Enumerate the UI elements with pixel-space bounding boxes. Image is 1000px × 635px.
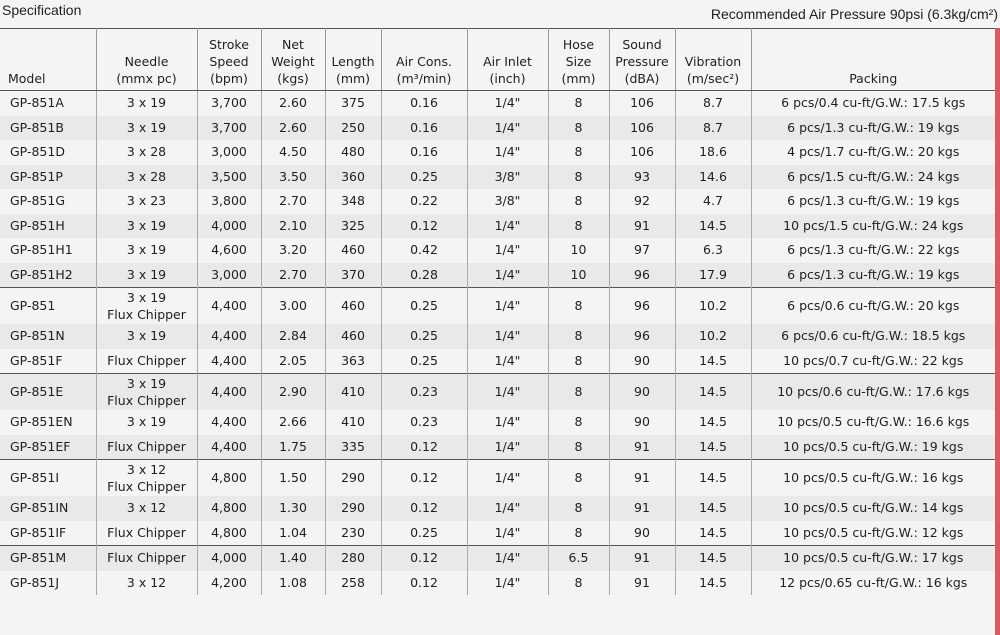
cell-air-cons: 0.16 [381, 140, 467, 165]
cell-model: GP-851 [0, 288, 96, 325]
page-title: Specification [2, 2, 82, 18]
cell-hose-size: 8 [548, 165, 609, 190]
cell-length: 335 [325, 435, 381, 460]
cell-air-cons: 0.12 [381, 571, 467, 596]
cell-length: 410 [325, 410, 381, 435]
cell-model: GP-851B [0, 116, 96, 141]
cell-length: 348 [325, 189, 381, 214]
cell-needle [96, 460, 197, 497]
cell-sound-pressure: 90 [609, 521, 675, 546]
cell-needle: 3 x 19 [96, 238, 197, 263]
cell-model: GP-851D [0, 140, 96, 165]
cell-length: 480 [325, 140, 381, 165]
cell-sound-pressure: 97 [609, 238, 675, 263]
table-row [0, 116, 995, 141]
cell-sound-pressure: 90 [609, 410, 675, 435]
cell-air-cons: 0.25 [381, 288, 467, 325]
cell-model: GP-851I [0, 460, 96, 497]
cell-vibration: 14.5 [675, 214, 751, 239]
cell-length: 460 [325, 324, 381, 349]
cell-net-weight: 2.70 [261, 263, 325, 288]
cell-packing: 4 pcs/1.7 cu-ft/G.W.: 20 kgs [787, 144, 960, 160]
cell-model: GP-851H [0, 214, 96, 239]
cell-net-weight: 2.60 [261, 116, 325, 141]
cell-air-cons: 0.16 [381, 116, 467, 141]
cell-packing: 10 pcs/0.5 cu-ft/G.W.: 12 kgs [783, 524, 964, 540]
cell-needle: Flux Chipper [96, 546, 197, 571]
table-row [0, 460, 995, 497]
cell-needle: 3 x 19 [96, 263, 197, 288]
cell-length: 375 [325, 91, 381, 116]
cell-air-inlet: 1/4" [467, 140, 548, 165]
cell-air-inlet: 3/8" [467, 189, 548, 214]
cell-air-cons: 0.16 [381, 91, 467, 116]
table-row [0, 91, 995, 116]
cell-air-cons: 0.42 [381, 238, 467, 263]
cell-stroke-speed: 4,400 [197, 288, 261, 325]
cell-net-weight: 2.66 [261, 410, 325, 435]
header-stroke-speed: Stroke Speed (bpm) [197, 29, 261, 91]
cell-vibration: 10.2 [675, 288, 751, 325]
header-sound-pressure: Sound Pressure (dBA) [609, 29, 675, 91]
cell-sound-pressure: 92 [609, 189, 675, 214]
cell-hose-size: 8 [548, 140, 609, 165]
cell-net-weight: 2.60 [261, 91, 325, 116]
cell-needle [96, 288, 197, 325]
cell-air-cons: 0.12 [381, 214, 467, 239]
page-edge-bar [995, 28, 1000, 635]
cell-model: GP-851IN [0, 496, 96, 521]
cell-needle: 3 x 23 [96, 189, 197, 214]
cell-sound-pressure: 90 [609, 349, 675, 374]
cell-air-inlet: 1/4" [467, 288, 548, 325]
cell-net-weight: 2.10 [261, 214, 325, 239]
cell-air-inlet: 1/4" [467, 496, 548, 521]
cell-air-inlet: 1/4" [467, 324, 548, 349]
cell-hose-size: 8 [548, 288, 609, 325]
cell-net-weight: 3.20 [261, 238, 325, 263]
cell-stroke-speed: 4,200 [197, 571, 261, 596]
cell-vibration: 14.5 [675, 349, 751, 374]
cell-model: GP-851G [0, 189, 96, 214]
cell-hose-size: 8 [548, 349, 609, 374]
cell-vibration: 14.5 [675, 435, 751, 460]
cell-air-cons: 0.12 [381, 546, 467, 571]
cell-packing: 10 pcs/0.5 cu-ft/G.W.: 19 kgs [751, 435, 995, 460]
header-hose-size: Hose Size (mm) [548, 29, 609, 91]
cell-net-weight: 3.50 [261, 165, 325, 190]
cell-net-weight: 2.84 [261, 324, 325, 349]
cell-hose-size: 10 [548, 238, 609, 263]
cell-stroke-speed: 3,500 [197, 165, 261, 190]
cell-vibration: 14.5 [675, 521, 751, 546]
cell-length: 460 [325, 238, 381, 263]
cell-needle: 3 x 12 [96, 496, 197, 521]
cell-stroke-speed: 4,000 [197, 214, 261, 239]
cell-air-cons: 0.22 [381, 189, 467, 214]
header-packing: Packing [751, 29, 995, 91]
cell-net-weight: 1.04 [261, 521, 325, 546]
cell-vibration: 14.5 [675, 496, 751, 521]
cell-needle: Flux Chipper [96, 349, 197, 374]
cell-sound-pressure: 91 [609, 571, 675, 596]
cell-hose-size: 8 [548, 374, 609, 411]
cell-net-weight: 1.40 [261, 546, 325, 571]
table-row [0, 324, 995, 349]
cell-sound-pressure: 91 [609, 546, 675, 571]
cell-model: GP-851H1 [0, 238, 96, 263]
cell-model: GP-851H2 [0, 263, 96, 288]
table-row [0, 349, 995, 374]
cell-air-inlet: 1/4" [467, 349, 548, 374]
header-air-inlet: Air Inlet (inch) [467, 29, 548, 91]
cell-stroke-speed: 4,800 [197, 496, 261, 521]
cell-needle: 3 x 19 [96, 214, 197, 239]
table-row [0, 288, 995, 325]
cell-vibration: 14.5 [675, 410, 751, 435]
table-row [0, 214, 995, 239]
cell-sound-pressure: 106 [609, 116, 675, 141]
cell-model: GP-851N [0, 324, 96, 349]
cell-net-weight: 3.00 [261, 288, 325, 325]
cell-vibration: 4.7 [675, 189, 751, 214]
cell-model: GP-851A [0, 91, 96, 116]
cell-air-cons: 0.12 [381, 460, 467, 497]
cell-hose-size: 8 [548, 91, 609, 116]
cell-air-cons: 0.25 [381, 349, 467, 374]
table-row [0, 435, 995, 460]
cell-air-inlet: 1/4" [467, 238, 548, 263]
specification-table [0, 28, 995, 595]
cell-air-cons: 0.12 [381, 496, 467, 521]
cell-hose-size: 6.5 [548, 546, 609, 571]
needle-line: 3 x 19 [126, 376, 167, 391]
cell-sound-pressure: 106 [609, 140, 675, 165]
cell-hose-size: 8 [548, 521, 609, 546]
cell-model: GP-851J [0, 571, 96, 596]
cell-hose-size: 10 [548, 263, 609, 288]
cell-air-inlet: 1/4" [467, 116, 548, 141]
cell-packing: 6 pcs/1.3 cu-ft/G.W.: 19 kgs [751, 116, 995, 141]
cell-air-cons: 0.23 [381, 374, 467, 411]
cell-hose-size: 8 [548, 189, 609, 214]
table-row [0, 571, 995, 596]
cell-stroke-speed: 3,700 [197, 91, 261, 116]
cell-packing: 6 pcs/0.6 cu-ft/G.W.: 18.5 kgs [751, 324, 995, 349]
cell-stroke-speed: 4,800 [197, 521, 261, 546]
cell-air-inlet: 1/4" [467, 410, 548, 435]
cell-net-weight: 1.75 [261, 435, 325, 460]
needle-line: Flux Chipper [107, 307, 186, 322]
header-needle: Needle (mmx pc) [96, 29, 197, 91]
cell-net-weight: 2.05 [261, 349, 325, 374]
cell-net-weight: 1.08 [261, 571, 325, 596]
cell-model: GP-851EF [0, 435, 96, 460]
cell-air-inlet: 3/8" [467, 165, 548, 190]
cell-sound-pressure: 96 [609, 324, 675, 349]
cell-length: 290 [325, 496, 381, 521]
cell-vibration: 18.6 [675, 140, 751, 165]
cell-packing: 6 pcs/1.3 cu-ft/G.W.: 19 kgs [787, 193, 960, 209]
cell-sound-pressure: 91 [609, 435, 675, 460]
cell-length: 290 [325, 460, 381, 497]
header-row [0, 29, 995, 91]
cell-stroke-speed: 4,400 [197, 324, 261, 349]
cell-model: GP-851EN [0, 410, 96, 435]
cell-stroke-speed: 4,400 [197, 349, 261, 374]
table-row [0, 546, 995, 571]
table-row [0, 165, 995, 190]
cell-air-cons: 0.25 [381, 324, 467, 349]
cell-needle: 3 x 12 [96, 571, 197, 596]
cell-net-weight: 2.90 [261, 374, 325, 411]
cell-stroke-speed: 3,800 [197, 189, 261, 214]
cell-vibration: 14.5 [675, 546, 751, 571]
cell-needle: Flux Chipper [96, 521, 197, 546]
cell-sound-pressure: 106 [609, 91, 675, 116]
cell-packing: 10 pcs/0.6 cu-ft/G.W.: 17.6 kgs [751, 374, 995, 411]
cell-needle: 3 x 19 [96, 410, 197, 435]
cell-air-inlet: 1/4" [467, 91, 548, 116]
cell-sound-pressure: 91 [609, 496, 675, 521]
cell-packing: 6 pcs/0.4 cu-ft/G.W.: 17.5 kgs [781, 95, 966, 111]
table-row [0, 496, 995, 521]
cell-packing: 10 pcs/0.7 cu-ft/G.W.: 22 kgs [783, 352, 964, 368]
needle-line: 3 x 12 [126, 462, 167, 477]
cell-length: 230 [325, 521, 381, 546]
cell-stroke-speed: 4,600 [197, 238, 261, 263]
cell-hose-size: 8 [548, 324, 609, 349]
cell-needle: 3 x 19 [96, 116, 197, 141]
cell-stroke-speed: 3,700 [197, 116, 261, 141]
cell-model: GP-851E [0, 374, 96, 411]
cell-packing: 6 pcs/1.5 cu-ft/G.W.: 24 kgs [751, 165, 995, 190]
cell-air-cons: 0.12 [381, 435, 467, 460]
cell-packing: 10 pcs/0.5 cu-ft/G.W.: 16 kgs [751, 460, 995, 497]
header-net-weight: Net Weight (kgs) [261, 29, 325, 91]
cell-needle: 3 x 28 [96, 140, 197, 165]
cell-needle [96, 374, 197, 411]
header-length: Length (mm) [325, 29, 381, 91]
table-row [0, 140, 995, 165]
cell-vibration: 14.6 [675, 165, 751, 190]
cell-air-cons: 0.28 [381, 263, 467, 288]
cell-needle: 3 x 28 [96, 165, 197, 190]
cell-length: 250 [325, 116, 381, 141]
cell-hose-size: 8 [548, 496, 609, 521]
cell-air-inlet: 1/4" [467, 374, 548, 411]
cell-model: GP-851M [0, 546, 96, 571]
cell-vibration: 17.9 [675, 263, 751, 288]
cell-length: 363 [325, 349, 381, 374]
cell-stroke-speed: 4,800 [197, 460, 261, 497]
cell-vibration: 14.5 [675, 571, 751, 596]
table-row [0, 263, 995, 288]
cell-sound-pressure: 91 [609, 214, 675, 239]
cell-length: 370 [325, 263, 381, 288]
cell-air-cons: 0.25 [381, 521, 467, 546]
table-row [0, 238, 995, 263]
cell-model: GP-851P [0, 165, 96, 190]
needle-line: Flux Chipper [107, 393, 186, 408]
cell-length: 258 [325, 571, 381, 596]
cell-packing: 6 pcs/0.6 cu-ft/G.W.: 20 kgs [751, 288, 995, 325]
cell-air-inlet: 1/4" [467, 214, 548, 239]
cell-air-cons: 0.23 [381, 410, 467, 435]
cell-stroke-speed: 3,000 [197, 140, 261, 165]
cell-sound-pressure: 91 [609, 460, 675, 497]
cell-hose-size: 8 [548, 410, 609, 435]
cell-length: 360 [325, 165, 381, 190]
header-vibration: Vibration (m/sec²) [675, 29, 751, 91]
cell-model: GP-851IF [0, 521, 96, 546]
header-air-cons: Air Cons. (m³/min) [381, 29, 467, 91]
cell-packing: 10 pcs/0.5 cu-ft/G.W.: 16.6 kgs [777, 414, 970, 430]
cell-air-inlet: 1/4" [467, 460, 548, 497]
cell-air-inlet: 1/4" [467, 546, 548, 571]
cell-air-inlet: 1/4" [467, 571, 548, 596]
cell-hose-size: 8 [548, 571, 609, 596]
cell-stroke-speed: 4,000 [197, 546, 261, 571]
cell-air-cons: 0.25 [381, 165, 467, 190]
table-row [0, 521, 995, 546]
cell-vibration: 14.5 [675, 460, 751, 497]
table-row [0, 189, 995, 214]
cell-packing: 10 pcs/0.5 cu-ft/G.W.: 14 kgs [751, 496, 995, 521]
cell-stroke-speed: 4,400 [197, 435, 261, 460]
cell-vibration: 8.7 [675, 91, 751, 116]
cell-sound-pressure: 90 [609, 374, 675, 411]
cell-net-weight: 2.70 [261, 189, 325, 214]
cell-stroke-speed: 4,400 [197, 374, 261, 411]
cell-vibration: 8.7 [675, 116, 751, 141]
cell-vibration: 10.2 [675, 324, 751, 349]
cell-length: 460 [325, 288, 381, 325]
cell-packing: 6 pcs/1.3 cu-ft/G.W.: 22 kgs [787, 242, 960, 258]
cell-packing: 10 pcs/1.5 cu-ft/G.W.: 24 kgs [751, 214, 995, 239]
cell-packing: 12 pcs/0.65 cu-ft/G.W.: 16 kgs [779, 574, 968, 590]
needle-line: 3 x 19 [126, 290, 167, 305]
cell-air-inlet: 1/4" [467, 521, 548, 546]
cell-length: 410 [325, 374, 381, 411]
cell-hose-size: 8 [548, 460, 609, 497]
needle-line: Flux Chipper [107, 479, 186, 494]
cell-air-inlet: 1/4" [467, 435, 548, 460]
cell-vibration: 6.3 [675, 238, 751, 263]
cell-sound-pressure: 96 [609, 263, 675, 288]
cell-packing: 6 pcs/1.3 cu-ft/G.W.: 19 kgs [751, 263, 995, 288]
cell-hose-size: 8 [548, 435, 609, 460]
cell-model: GP-851F [0, 349, 96, 374]
table-row [0, 410, 995, 435]
cell-length: 280 [325, 546, 381, 571]
cell-stroke-speed: 3,000 [197, 263, 261, 288]
cell-hose-size: 8 [548, 214, 609, 239]
cell-air-inlet: 1/4" [467, 263, 548, 288]
cell-needle: Flux Chipper [96, 435, 197, 460]
pressure-note: Recommended Air Pressure 90psi (6.3kg/cm²) [710, 6, 998, 22]
header-model: Model [0, 29, 96, 91]
cell-needle: 3 x 19 [96, 324, 197, 349]
cell-sound-pressure: 96 [609, 288, 675, 325]
cell-needle: 3 x 19 [96, 91, 197, 116]
cell-net-weight: 1.50 [261, 460, 325, 497]
cell-net-weight: 1.30 [261, 496, 325, 521]
cell-length: 325 [325, 214, 381, 239]
cell-packing: 10 pcs/0.5 cu-ft/G.W.: 17 kgs [751, 546, 995, 571]
cell-net-weight: 4.50 [261, 140, 325, 165]
cell-hose-size: 8 [548, 116, 609, 141]
cell-stroke-speed: 4,400 [197, 410, 261, 435]
cell-vibration: 14.5 [675, 374, 751, 411]
cell-sound-pressure: 93 [609, 165, 675, 190]
table-row [0, 374, 995, 411]
